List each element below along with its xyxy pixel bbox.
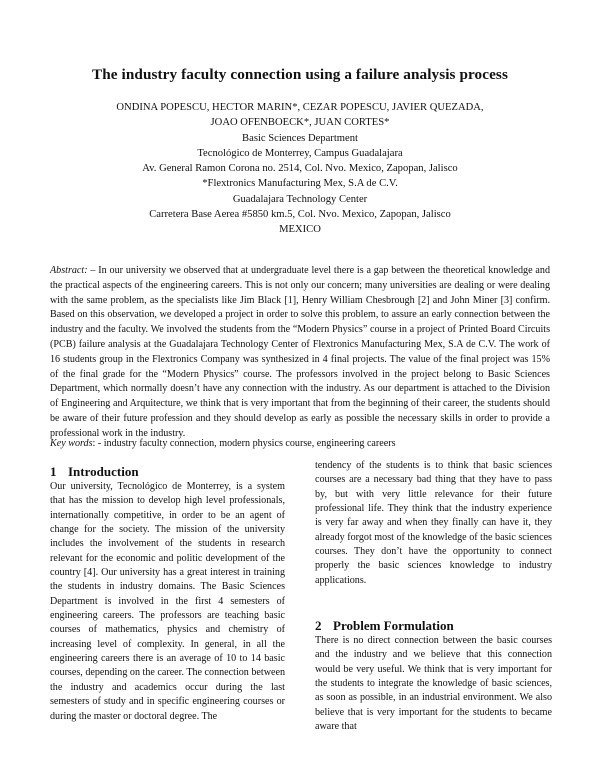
- right-column: [315, 459, 552, 735]
- section-number: 2: [315, 618, 322, 634]
- author-affiliation-block: [60, 100, 540, 238]
- section-number: 1: [50, 464, 57, 479]
- abstract: [50, 264, 550, 442]
- keywords-text: : - industry faculty connection, modern physics course, engineering careers: [92, 438, 396, 449]
- introduction-continuation: tendency of the students is to think that basic sciences courses are a necessary bad thing that they have to pass by, but with very little relevance for their future professional life. They think that the industry experience is very far away and when they finally can have it, they already forgot most of the knowledge of the basic sciences courses. They don’t have the opportunity to connect properly the basic sciences knowledge to industry applications.: [315, 460, 552, 586]
- keywords-label: Key words: [50, 438, 93, 449]
- introduction-paragraph: Our university, Tecnológico de Monterrey, is a system that has the mission to develop high level professionals, internationally competitive, in order to be an agent of change for the society. The mission of the university includes the involvement of the students in research relevant for the economic and politic development of the country [4]. Our university has a great interest in training the students in industry domains. The Basic Sciences Department is involved in the first 4 semesters of engineering careers. The professors are teaching basic courses of mathematics, physics and chemistry of increasing level of complexity. In general, in all the engineering careers there is an average of 10 to 14 basic courses, depending on the career. The connection between the industry and academics occur during the last semesters of study and in specific engineering courses or during the master or doctoral degree. The: [50, 481, 285, 722]
- paper-title: The industry faculty connection using a failure analysis process: [92, 66, 508, 83]
- abstract-text: – In our university we observed that at undergraduate level there is a gap between the theoretical knowledge and the practical aspects of the engineering careers. This is not only our concern; many universities are dealing or were dealing with the same problem, as the specialists like Jim Black [1], Henry William Chesbrough [2] and John Miner [3] confirm. Based on this observation, we developed a project in order to solve this problem, to assure an early connection between the industry and the faculty. We involved the students from the “Modern Physics” course in a project of Printed Board Circuits (PCB) failure analysis at the Guadalajara Technology Center of Flextronics Manufacturing Mex, S.A de C.V. The work of 16 students group in the Flextronics Company was synthesized in 4 final projects. The value of the final project was 15% of the final grade for the “Modern Physics” course. The professors involved in the project belong to Basic Sciences Department, which normally doesn’t have any connection with the industry. As our department is attached to the Division of Engineering and Arquitecture, we think that is very important that from the beginning of their career, the students should be aware of their future profession and they should develop as early as possible the necessary skills in order to provide a professional work in the industry.: [50, 265, 550, 439]
- author-line: JOAO OFENBOECK*, JUAN CORTES*: [210, 117, 390, 129]
- affiliation-line: *Flextronics Manufacturing Mex, S.A de C.V.: [202, 178, 398, 190]
- problem-paragraph: There is no direct connection between the basic courses and the industry and we believe that this connection would be very useful. We think that is very important for the students to integrate the knowledge of basic sciences, as soon as possible, in an industrial environment. We also believe that is very important for the students to became aware that: [315, 635, 552, 733]
- section-heading-problem-formulation: [315, 618, 552, 634]
- affiliation-line: Carretera Base Aerea #5850 km.5, Col. Nvo. Mexico, Zapopan, Jalisco: [149, 209, 451, 221]
- keywords: [50, 437, 550, 451]
- abstract-label: Abstract:: [50, 265, 88, 276]
- affiliation-line: MEXICO: [279, 224, 321, 236]
- section-title: Problem Formulation: [333, 618, 454, 634]
- section-heading-introduction: [50, 464, 285, 480]
- author-line: ONDINA POPESCU, HECTOR MARIN*, CEZAR POPESCU, JAVIER QUEZADA,: [116, 102, 484, 113]
- affiliation-line: Av. General Ramon Corona no. 2514, Col. Nvo. Mexico, Zapopan, Jalisco: [142, 163, 458, 175]
- left-column: [50, 464, 285, 724]
- affiliation-line: Basic Sciences Department: [242, 132, 358, 144]
- affiliation-line: Guadalajara Technology Center: [232, 193, 368, 205]
- affiliation-line: Tecnológico de Monterrey, Campus Guadalajara: [197, 147, 403, 159]
- section-title: Introduction: [68, 464, 139, 479]
